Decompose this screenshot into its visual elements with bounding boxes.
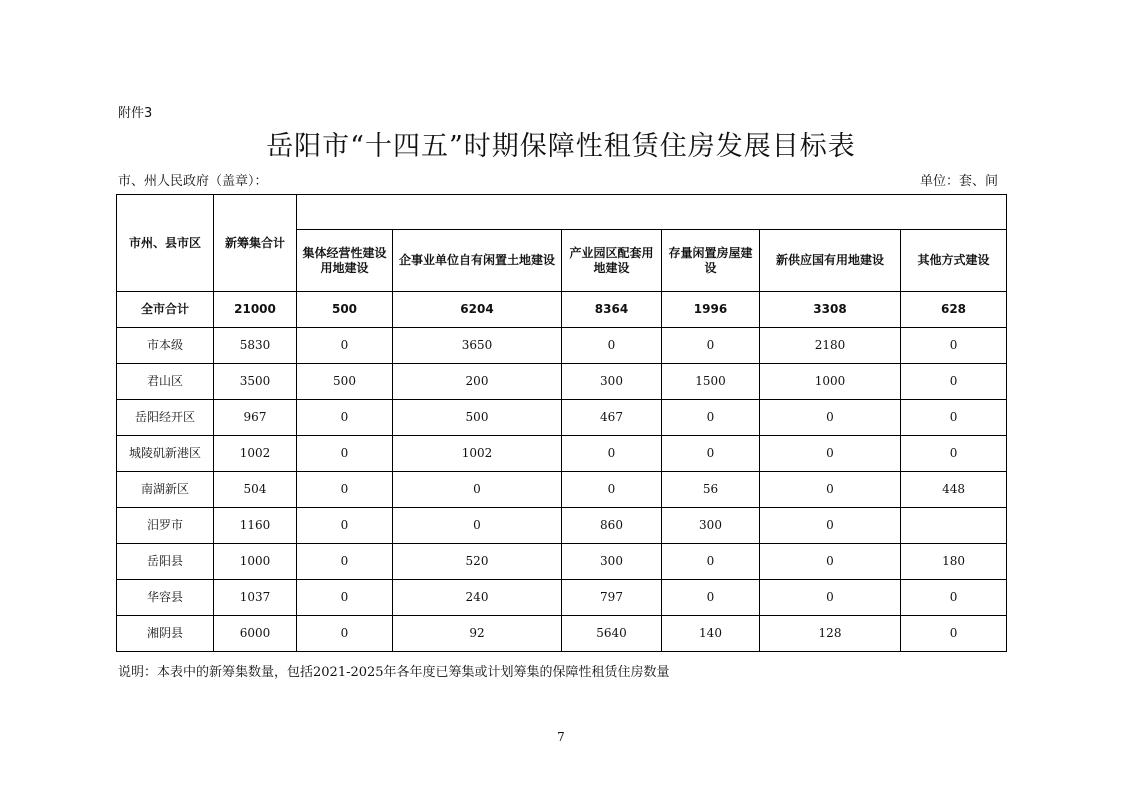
value-cell: 860 [562,508,662,544]
value-cell: 2180 [760,328,901,364]
value-cell: 500 [297,292,393,328]
value-cell [901,508,1007,544]
value-cell: 504 [214,472,297,508]
value-cell: 0 [760,436,901,472]
header-group-blank [297,195,1007,230]
value-cell: 0 [297,472,393,508]
value-cell: 128 [760,616,901,652]
value-cell: 300 [662,508,760,544]
table-row [117,436,1007,472]
value-cell: 0 [662,400,760,436]
issuer-label: 市、州人民政府（盖章）： [118,174,268,189]
value-cell: 0 [901,328,1007,364]
value-cell: 3650 [393,328,562,364]
region-name-cell: 南湖新区 [117,472,214,508]
value-cell: 500 [297,364,393,400]
region-name-cell: 岳阳经开区 [117,400,214,436]
value-cell: 0 [562,436,662,472]
value-cell: 180 [901,544,1007,580]
value-cell: 0 [297,436,393,472]
table-row [117,508,1007,544]
header-region: 市州、县市区 [117,195,214,292]
value-cell: 21000 [214,292,297,328]
region-name-cell: 君山区 [117,364,214,400]
region-name-cell: 市本级 [117,328,214,364]
table-row [117,328,1007,364]
value-cell: 467 [562,400,662,436]
value-cell: 6204 [393,292,562,328]
value-cell: 0 [662,328,760,364]
value-cell: 5640 [562,616,662,652]
value-cell: 92 [393,616,562,652]
total-row [117,292,1007,328]
region-name-cell: 汨罗市 [117,508,214,544]
value-cell: 0 [760,472,901,508]
value-cell: 0 [760,580,901,616]
value-cell: 3308 [760,292,901,328]
value-cell: 0 [393,508,562,544]
page-number: 7 [557,730,565,744]
region-name-cell: 岳阳县 [117,544,214,580]
value-cell: 0 [901,400,1007,436]
value-cell: 0 [297,328,393,364]
value-cell: 967 [214,400,297,436]
region-name-cell: 华容县 [117,580,214,616]
value-cell: 500 [393,400,562,436]
value-cell: 0 [297,544,393,580]
value-cell: 0 [901,616,1007,652]
value-cell: 8364 [562,292,662,328]
region-name-cell: 湘阴县 [117,616,214,652]
value-cell: 0 [662,580,760,616]
region-name-cell: 城陵矶新港区 [117,436,214,472]
unit-label: 单位：套、间 [919,174,998,189]
header-col-other: 其他方式建设 [901,230,1007,292]
value-cell: 1500 [662,364,760,400]
value-cell: 0 [297,400,393,436]
value-cell: 300 [562,544,662,580]
value-cell: 1160 [214,508,297,544]
value-cell: 628 [901,292,1007,328]
value-cell: 0 [662,544,760,580]
table-row [117,616,1007,652]
table-row [117,580,1007,616]
value-cell: 0 [393,472,562,508]
attachment-label: 附件3 [118,106,153,121]
value-cell: 0 [760,400,901,436]
value-cell: 0 [901,364,1007,400]
header-col-industrial-park: 产业园区配套用地建设 [562,230,662,292]
header-col-collective-land: 集体经营性建设用地建设 [297,230,393,292]
header-col-new-state-land: 新供应国有用地建设 [760,230,901,292]
header-col-enterprise-idle-land: 企事业单位自有闲置土地建设 [393,230,562,292]
table-row [117,364,1007,400]
value-cell: 56 [662,472,760,508]
value-cell: 0 [901,436,1007,472]
header-total: 新筹集合计 [214,195,297,292]
value-cell: 0 [297,580,393,616]
value-cell: 0 [760,508,901,544]
value-cell: 200 [393,364,562,400]
value-cell: 6000 [214,616,297,652]
value-cell: 1002 [393,436,562,472]
table-note: 说明：本表中的新筹集数量，包括2021-2025年各年度已筹集或计划筹集的保障性租赁住房数量 [118,665,670,680]
value-cell: 300 [562,364,662,400]
value-cell: 140 [662,616,760,652]
value-cell: 0 [662,436,760,472]
value-cell: 0 [562,472,662,508]
table-row [117,400,1007,436]
header-col-idle-housing: 存量闲置房屋建设 [662,230,760,292]
value-cell: 797 [562,580,662,616]
header-row-top [117,195,1007,230]
table-row [117,544,1007,580]
value-cell: 3500 [214,364,297,400]
table-row [117,472,1007,508]
value-cell: 5830 [214,328,297,364]
document-title: 岳阳市“十四五”时期保障性租赁住房发展目标表 [266,131,856,162]
value-cell: 0 [901,580,1007,616]
target-table [116,194,1007,652]
value-cell: 448 [901,472,1007,508]
value-cell: 240 [393,580,562,616]
value-cell: 1996 [662,292,760,328]
value-cell: 0 [562,328,662,364]
value-cell: 1000 [760,364,901,400]
value-cell: 1037 [214,580,297,616]
value-cell: 0 [760,544,901,580]
value-cell: 0 [297,508,393,544]
value-cell: 1002 [214,436,297,472]
value-cell: 0 [297,616,393,652]
value-cell: 1000 [214,544,297,580]
value-cell: 520 [393,544,562,580]
region-name-cell: 全市合计 [117,292,214,328]
